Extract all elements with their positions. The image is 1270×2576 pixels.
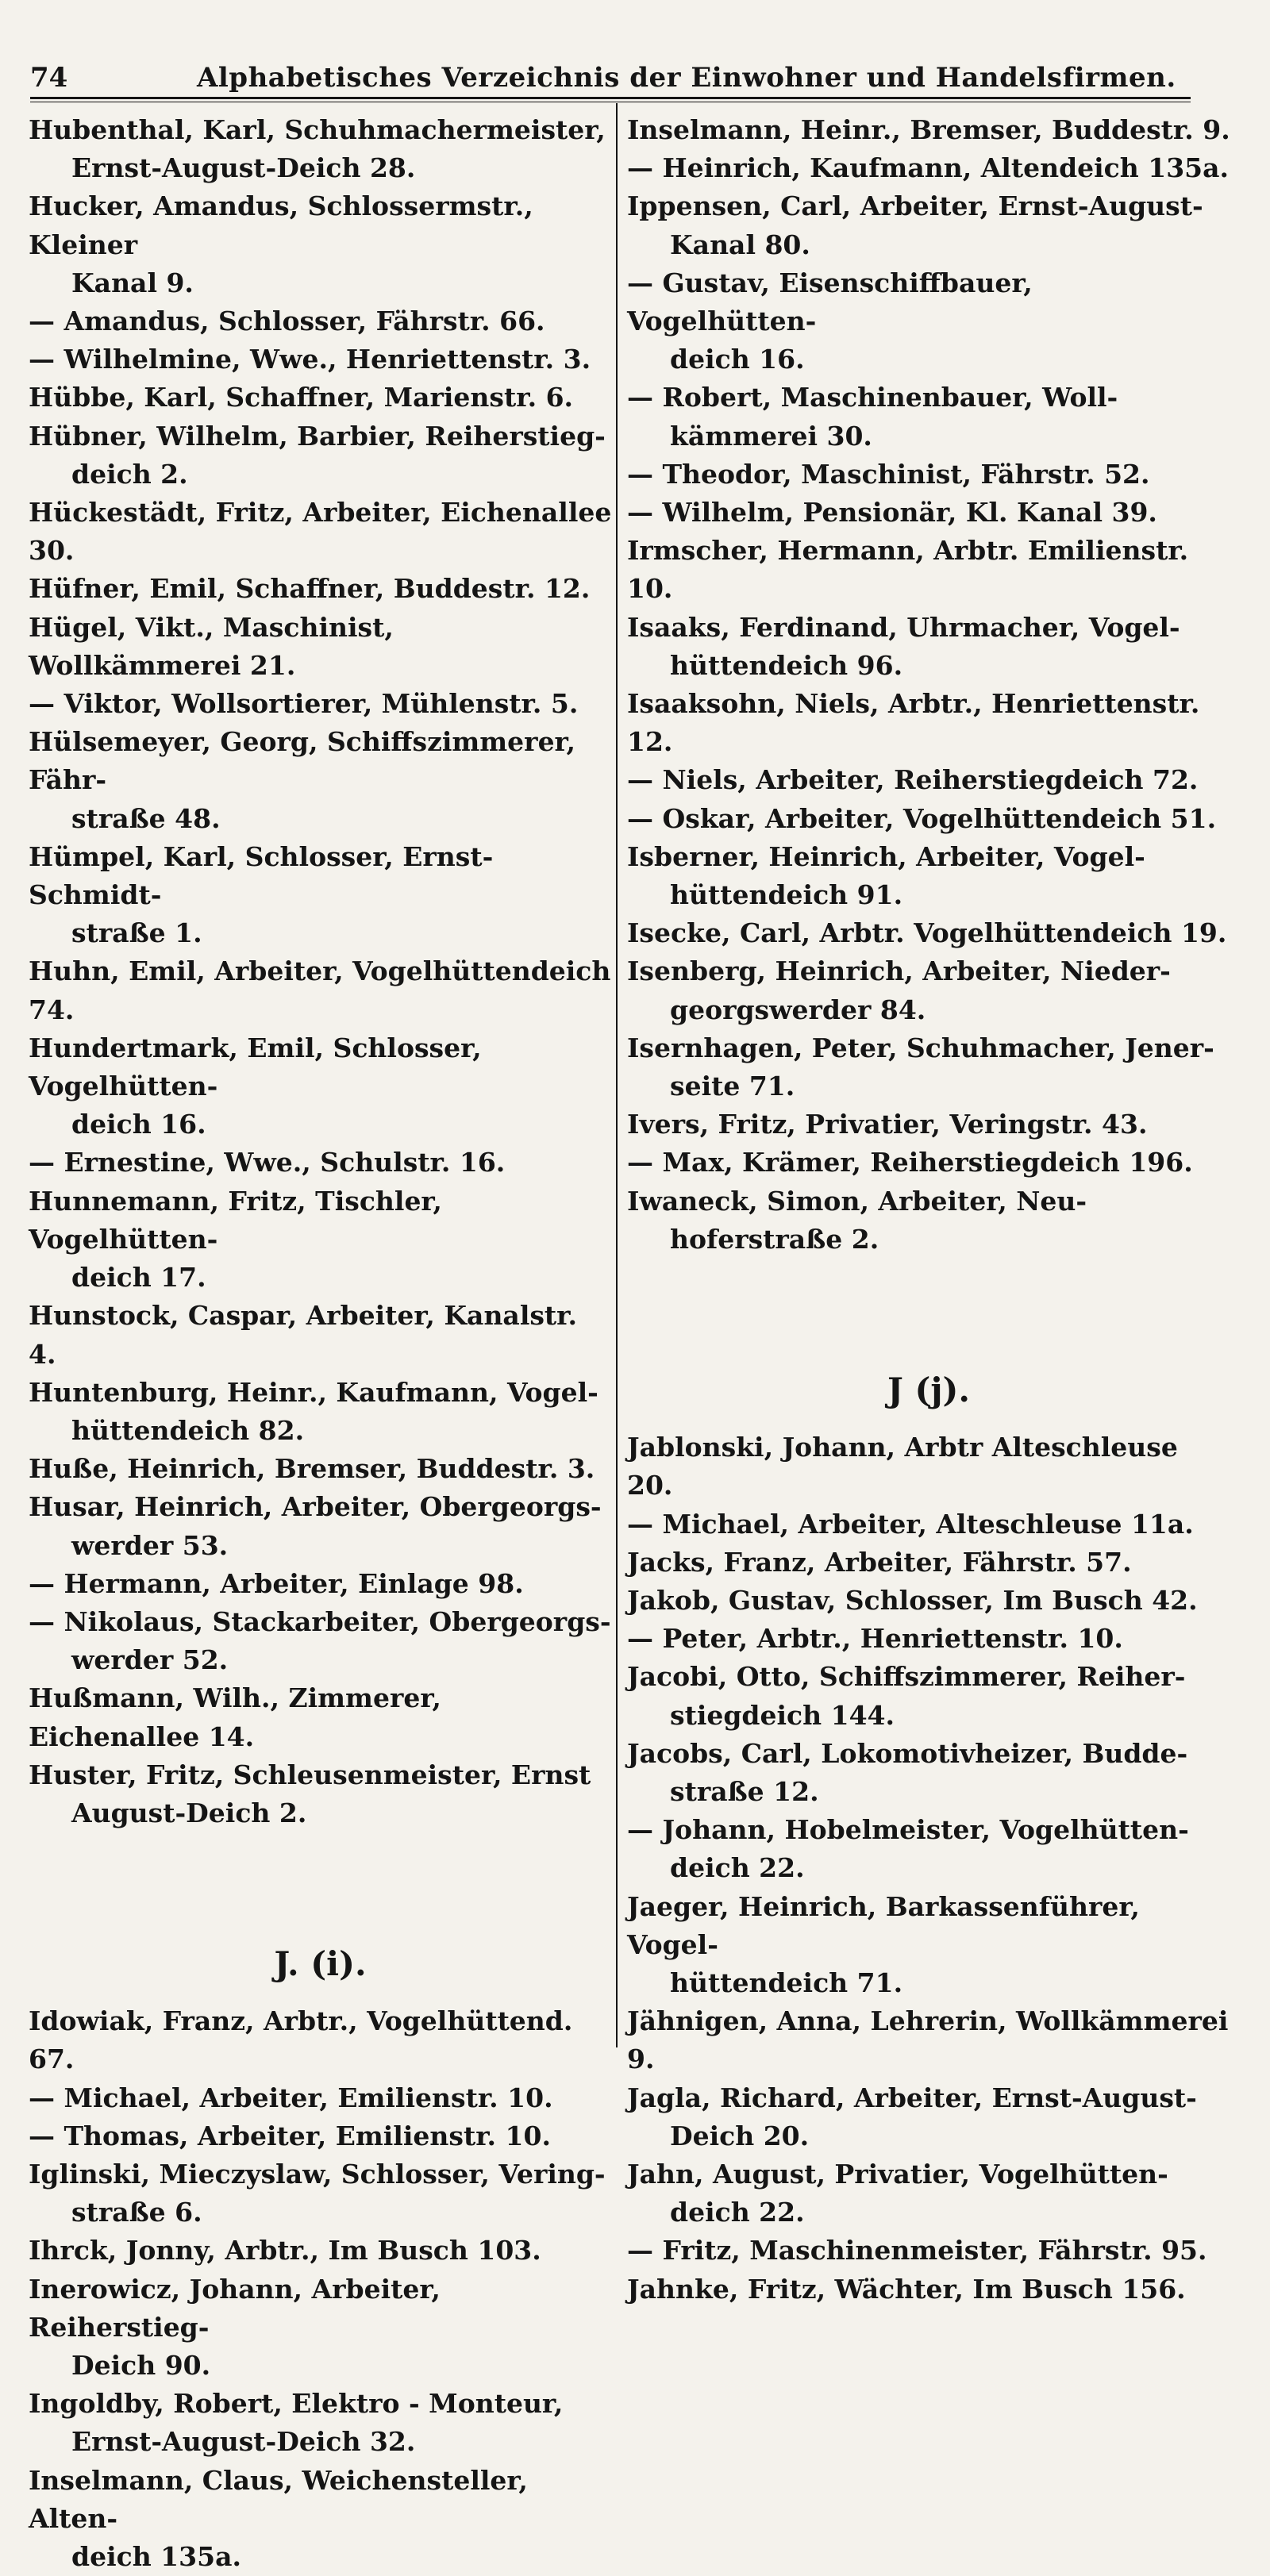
entry-line: Jähnigen, Anna, Lehrerin, Wollkämmerei 9. [627,2005,1229,2075]
entry-line: Jakob, Gustav, Schlosser, Im Busch 42. [627,1584,1198,1616]
entry-line: Ivers, Fritz, Privatier, Veringstr. 43. [627,1109,1148,1140]
entry-line: Inselmann, Heinr., Bremser, Buddestr. 9. [627,114,1230,145]
directory-entry [29,302,612,340]
entry-line: — Peter, Arbtr., Henriettenstr. 10. [627,1623,1123,1655]
directory-entry [29,340,612,379]
entry-line: — Nikolaus, Stackarbeiter, Obergeorgs- [29,1605,611,1637]
directory-entry [29,570,612,608]
entry-continuation: straße 6. [71,2197,202,2228]
entry-line: Jaeger, Heinrich, Barkassenführer, Vogel- [627,1890,1140,1960]
entry-line: Hunnemann, Fritz, Tischler, Vogelhütten- [29,1185,442,1255]
directory-entry [627,1144,1230,1182]
entry-line: — Fritz, Maschinenmeister, Fährstr. 95. [627,2235,1207,2266]
entry-line: Jacobi, Otto, Schiffszimmerer, Reiher- [627,1661,1186,1693]
entry-continuation: werder 52. [71,1644,229,1676]
entry-line: Ihrck, Jonny, Arbtr., Im Busch 103. [29,2235,541,2266]
entry-continuation: Ernst-August-Deich 28. [71,152,416,184]
entry-line: — Theodor, Maschinist, Fährstr. 52. [627,458,1150,490]
directory-entry [627,1029,1230,1105]
directory-entry [627,1811,1230,1887]
directory-entry [627,2155,1230,2232]
entry-line: Huntenburg, Heinr., Kaufmann, Vogel- [29,1376,598,1408]
entry-line: Hügel, Vikt., Maschinist, Wollkämmerei 21. [29,611,394,681]
entry-line: Jacobs, Carl, Lokomotivheizer, Budde- [627,1737,1188,1769]
entry-continuation: hüttendeich 71. [670,1967,903,1998]
entry-line: — Max, Krämer, Reiherstiegdeich 196. [627,1147,1193,1178]
left-column [29,111,612,2576]
entry-line: — Viktor, Wollsortierer, Mühlenstr. 5. [29,688,579,720]
entry-continuation: Deich 20. [670,2120,810,2151]
section-heading-j: J (j). [887,1371,971,1410]
entry-continuation: deich 135a. [71,2540,241,2572]
directory-entry [627,111,1230,149]
directory-entry [627,1735,1230,1811]
directory-entry [627,2270,1230,2309]
running-title: Alphabetisches Verzeichnis der Einwohner und Handelsfirmen. [197,62,1176,94]
entry-continuation: Kanal 9. [71,267,194,298]
entry-line: Isenberg, Heinrich, Arbeiter, Nieder- [627,955,1171,987]
directory-entry [627,914,1230,952]
entry-line: Hückestädt, Fritz, Arbeiter, Eichenallee 30. [29,497,612,567]
directory-entry [29,952,612,1028]
directory-entry [29,838,612,953]
entry-line: — Michael, Arbeiter, Alteschleuse 11a. [627,1508,1194,1540]
entry-line: — Wilhelmine, Wwe., Henriettenstr. 3. [29,344,591,375]
header-rule [30,97,1191,99]
directory-entry [627,1544,1230,1582]
entry-line: Idowiak, Franz, Arbtr., Vogelhüttend. 67. [29,2005,573,2075]
directory-entry [627,1428,1230,1505]
entry-continuation: Ernst-August-Deich 32. [71,2426,416,2458]
entry-continuation: werder 53. [71,1529,229,1561]
entry-continuation: deich 22. [670,1852,805,1884]
entry-line: Hubenthal, Karl, Schuhmachermeister, [29,114,606,145]
entry-continuation: hüttendeich 82. [71,1414,305,1446]
directory-entry [627,494,1230,532]
entry-line: Hunstock, Caspar, Arbeiter, Kanalstr. 4. [29,1300,578,1370]
entry-line: Inerowicz, Johann, Arbeiter, Reiherstieg- [29,2273,441,2343]
entry-line: Huhn, Emil, Arbeiter, Vogelhüttendeich 74. [29,955,611,1025]
entry-line: — Ernestine, Wwe., Schulstr. 16. [29,1147,506,1178]
entry-line: — Wilhelm, Pensionär, Kl. Kanal 39. [627,497,1157,529]
directory-entry [627,1505,1230,1544]
entry-continuation: deich 22. [670,2197,805,2228]
directory-entry [29,1374,612,1450]
entry-line: Inselmann, Claus, Weichensteller, Alten- [29,2464,528,2534]
entry-continuation: hoferstraße 2. [670,1223,879,1255]
entry-line: — Hermann, Arbeiter, Einlage 98. [29,1567,524,1599]
directory-entry [627,187,1230,263]
directory-entry [29,1144,612,1182]
entry-continuation: deich 16. [71,1109,206,1140]
entry-continuation: straße 48. [71,802,221,834]
directory-entry [29,685,612,723]
entry-line: Irmscher, Hermann, Arbtr. Emilienstr. 10. [627,535,1189,605]
entry-continuation: georgswerder 84. [670,994,926,1025]
entry-line: — Amandus, Schlosser, Fährstr. 66. [29,306,545,337]
entry-line: — Robert, Maschinenbauer, Woll- [627,382,1118,413]
entry-line: Ingoldby, Robert, Elektro - Monteur, [29,2388,564,2420]
directory-entry [29,1603,612,1679]
entry-line: Isaaks, Ferdinand, Uhrmacher, Vogel- [627,611,1180,643]
section-gap [29,1832,612,1909]
directory-entry [627,609,1230,685]
directory-entry [29,723,612,838]
directory-entry [29,1488,612,1564]
entry-continuation: deich 16. [670,344,805,375]
entry-continuation: Kanal 80. [670,229,810,260]
directory-entry [29,2117,612,2155]
entry-line: Jahn, August, Privatier, Vogelhütten- [627,2158,1168,2190]
entry-line: Hußmann, Wilh., Zimmerer, Eichenallee 14. [29,1682,441,1752]
left-entries-bottom [29,2002,612,2576]
entry-line: Iglinski, Mieczyslaw, Schlosser, Vering- [29,2158,606,2190]
entry-line: Isberner, Heinrich, Arbeiter, Vogel- [627,840,1145,872]
directory-entry [627,800,1230,838]
directory-entry [29,494,612,570]
entry-line: Husar, Heinrich, Arbeiter, Obergeorgs- [29,1491,602,1523]
entry-line: Hucker, Amandus, Schlossermstr., Kleiner [29,190,533,260]
entry-line: Isaaksohn, Niels, Arbtr., Henriettenstr. 12. [627,688,1200,758]
entry-line: — Heinrich, Kaufmann, Altendeich 135a. [627,152,1230,184]
directory-entry [627,685,1230,761]
entry-line: Hundertmark, Emil, Schlosser, Vogelhütten- [29,1032,482,1102]
entry-line: Isecke, Carl, Arbtr. Vogelhüttendeich 19. [627,917,1227,949]
directory-entry [29,1565,612,1603]
entry-continuation: hüttendeich 96. [670,649,903,681]
right-entries-top [627,111,1230,1259]
directory-entry [627,838,1230,914]
directory-entry [627,379,1230,455]
directory-entry [29,417,612,494]
directory-entry [627,2232,1230,2270]
directory-entry [29,1029,612,1144]
entry-continuation: straße 12. [670,1775,819,1807]
directory-entry [627,1105,1230,1144]
entry-line: Iwaneck, Simon, Arbeiter, Neu- [627,1185,1087,1217]
directory-entry [627,1620,1230,1658]
directory-entry [627,264,1230,379]
entry-line: — Michael, Arbeiter, Emilienstr. 10. [29,2082,553,2113]
directory-entry [29,379,612,417]
directory-entry [29,1297,612,1373]
directory-entry [627,1182,1230,1259]
entry-line: Jagla, Richard, Arbeiter, Ernst-August- [627,2082,1197,2113]
entry-line: Isernhagen, Peter, Schuhmacher, Jener- [627,1032,1214,1063]
entry-line: — Johann, Hobelmeister, Vogelhütten- [627,1814,1189,1846]
directory-entry [627,952,1230,1028]
entry-line: — Oskar, Arbeiter, Vogelhüttendeich 51. [627,802,1217,834]
directory-entry [29,1450,612,1488]
entry-continuation: deich 2. [71,458,188,490]
section-gap [627,1259,1230,1335]
directory-entry [29,609,612,685]
directory-entry [29,1756,612,1832]
directory-entry [627,149,1230,187]
directory-entry [29,2002,612,2078]
directory-entry [29,2155,612,2232]
entry-line: — Gustav, Eisenschiffbauer, Vogelhütten- [627,267,1033,337]
directory-entry [29,2462,612,2576]
directory-entry [29,2270,612,2386]
directory-entry [29,187,612,302]
directory-entry [29,2079,612,2117]
directory-entry [627,1582,1230,1620]
entry-line: Hümpel, Karl, Schlosser, Ernst-Schmidt- [29,840,494,911]
directory-entry [29,1182,612,1298]
section-heading-i: J. (i). [274,1944,367,1984]
entry-line: Huße, Heinrich, Bremser, Buddestr. 3. [29,1453,595,1485]
entry-line: Hülsemeyer, Georg, Schiffszimmerer, Fähr- [29,726,576,796]
entry-continuation: August-Deich 2. [71,1797,307,1828]
entry-line: Hübner, Wilhelm, Barbier, Reiherstieg- [29,420,606,452]
column-divider [616,103,618,2047]
entry-line: Ippensen, Carl, Arbeiter, Ernst-August- [627,190,1203,222]
directory-entry [627,2079,1230,2155]
page-number: 74 [30,62,68,94]
directory-entry [29,1679,612,1755]
entry-line: — Niels, Arbeiter, Reiherstiegdeich 72. [627,764,1199,796]
entry-continuation: deich 17. [71,1262,206,1294]
right-entries-bottom [627,1428,1230,2309]
entry-line: Huster, Fritz, Schleusenmeister, Ernst [29,1759,591,1790]
entry-continuation: kämmerei 30. [670,420,872,452]
directory-entry [627,1658,1230,1734]
entry-line: — Thomas, Arbeiter, Emilienstr. 10. [29,2120,551,2151]
directory-entry [29,2385,612,2461]
entry-line: Jablonski, Johann, Arbtr Alteschleuse 20. [627,1432,1178,1501]
right-column [627,111,1230,2309]
entry-continuation: straße 1. [71,917,202,949]
directory-entry [627,1888,1230,2003]
entry-continuation: Deich 90. [71,2349,211,2381]
entry-line: Jacks, Franz, Arbeiter, Fährstr. 57. [627,1546,1132,1578]
entry-continuation: stiegdeich 144. [670,1699,895,1731]
directory-entry [627,761,1230,799]
entry-line: Jahnke, Fritz, Wächter, Im Busch 156. [627,2273,1186,2305]
entry-continuation: hüttendeich 91. [670,879,903,911]
left-entries-top [29,111,612,1832]
directory-entry [29,2232,612,2270]
entry-continuation: seite 71. [670,1071,795,1102]
directory-entry [627,532,1230,608]
directory-entry [29,111,612,187]
entry-line: Hüfner, Emil, Schaffner, Buddestr. 12. [29,573,591,605]
entry-line: Hübbe, Karl, Schaffner, Marienstr. 6. [29,382,574,413]
directory-entry [627,456,1230,494]
directory-entry [627,2002,1230,2078]
